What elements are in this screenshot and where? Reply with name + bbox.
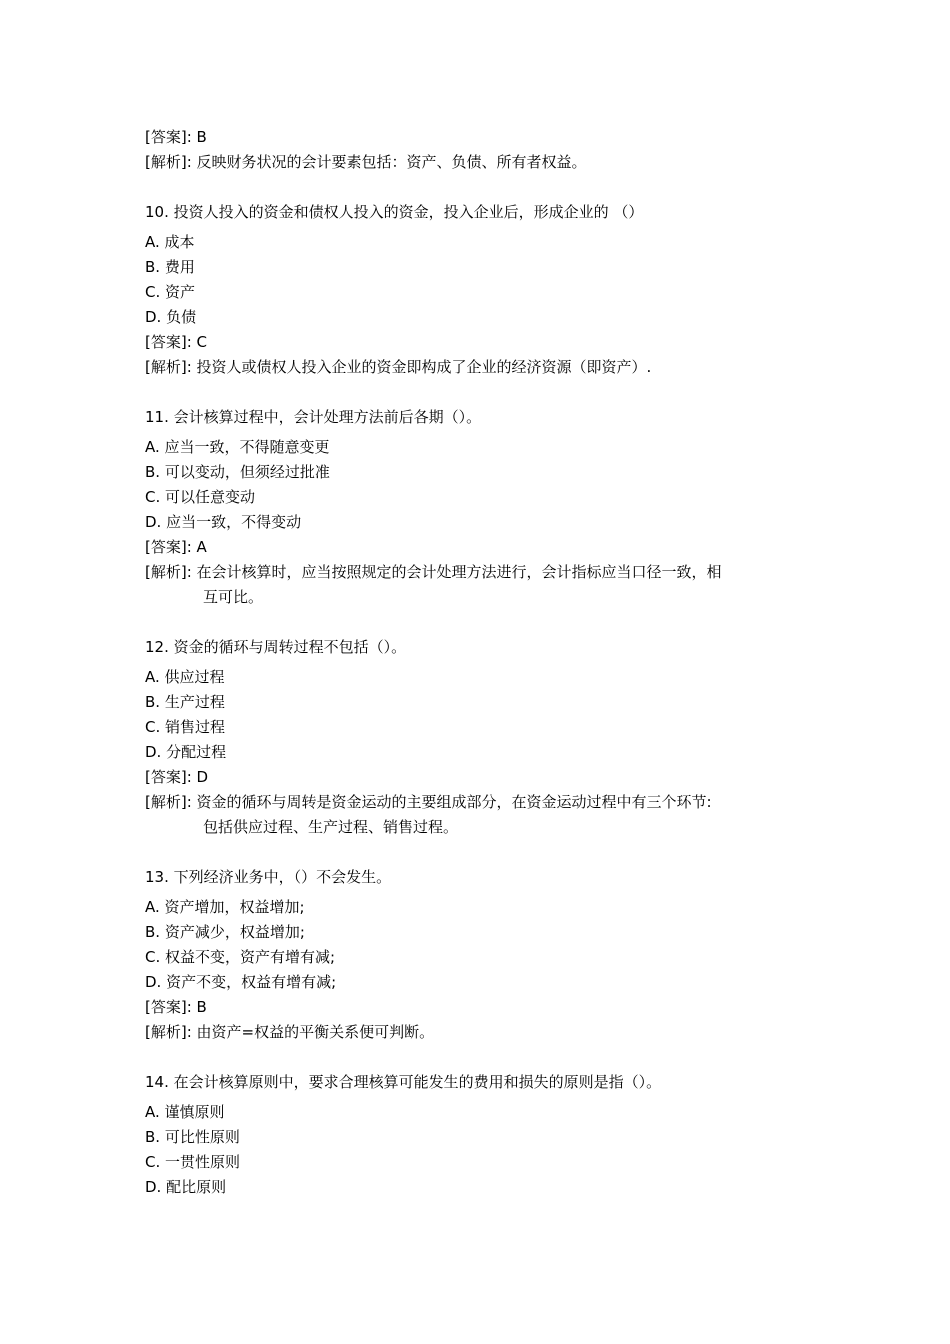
analysis-line: [解析]: 反映财务状况的会计要素包括：资产、负债、所有者权益。 [145, 153, 587, 171]
answer-line: [答案]: B [145, 998, 207, 1016]
option-d: D. 应当一致，不得变动 [145, 513, 302, 531]
option-a: A. 资产增加，权益增加; [145, 898, 305, 916]
question-14: 14. 在会计核算原则中，要求合理核算可能发生的费用和损失的原则是指（）。 [145, 1073, 662, 1091]
question-10: 10. 投资人投入的资金和债权人投入的资金，投入企业后，形成企业的 （） [145, 203, 644, 221]
option-b: B. 资产减少，权益增加; [145, 923, 305, 941]
option-a: A. 应当一致，不得随意变更 [145, 438, 330, 456]
answer-line: [答案]: C [145, 333, 207, 351]
option-a: A. 谨慎原则 [145, 1103, 225, 1121]
option-c: C. 可以任意变动 [145, 488, 256, 506]
option-d: D. 资产不变，权益有增有减; [145, 973, 337, 991]
option-c: C. 权益不变，资产有增有减; [145, 948, 336, 966]
analysis-continuation: 互可比。 [203, 588, 264, 606]
question-13: 13. 下列经济业务中，（）不会发生。 [145, 868, 392, 886]
answer-line: [答案]: B [145, 128, 207, 146]
option-d: D. 分配过程 [145, 743, 227, 761]
option-d: D. 配比原则 [145, 1178, 227, 1196]
answer-line: [答案]: A [145, 538, 207, 556]
option-b: B. 生产过程 [145, 693, 225, 711]
analysis-line: [解析]: 由资产=权益的平衡关系便可判断。 [145, 1023, 435, 1041]
analysis-line: [解析]: 投资人或债权人投入企业的资金即构成了企业的经济资源（即资产）. [145, 358, 652, 376]
option-b: B. 费用 [145, 258, 195, 276]
analysis-line: [解析]: 在会计核算时，应当按照规定的会计处理方法进行，会计指标应当口径一致，相 [145, 563, 722, 581]
option-a: A. 供应过程 [145, 668, 225, 686]
option-c: C. 销售过程 [145, 718, 226, 736]
option-b: B. 可比性原则 [145, 1128, 240, 1146]
question-12: 12. 资金的循环与周转过程不包括（）。 [145, 638, 407, 656]
option-d: D. 负债 [145, 308, 197, 326]
answer-line: [答案]: D [145, 768, 209, 786]
option-c: C. 一贯性原则 [145, 1153, 241, 1171]
question-11: 11. 会计核算过程中，会计处理方法前后各期（）。 [145, 408, 482, 426]
option-a: A. 成本 [145, 233, 195, 251]
option-b: B. 可以变动，但须经过批准 [145, 463, 330, 481]
option-c: C. 资产 [145, 283, 196, 301]
analysis-line: [解析]: 资金的循环与周转是资金运动的主要组成部分，在资金运动过程中有三个环节: [145, 793, 712, 811]
analysis-continuation: 包括供应过程、生产过程、销售过程。 [203, 818, 459, 836]
